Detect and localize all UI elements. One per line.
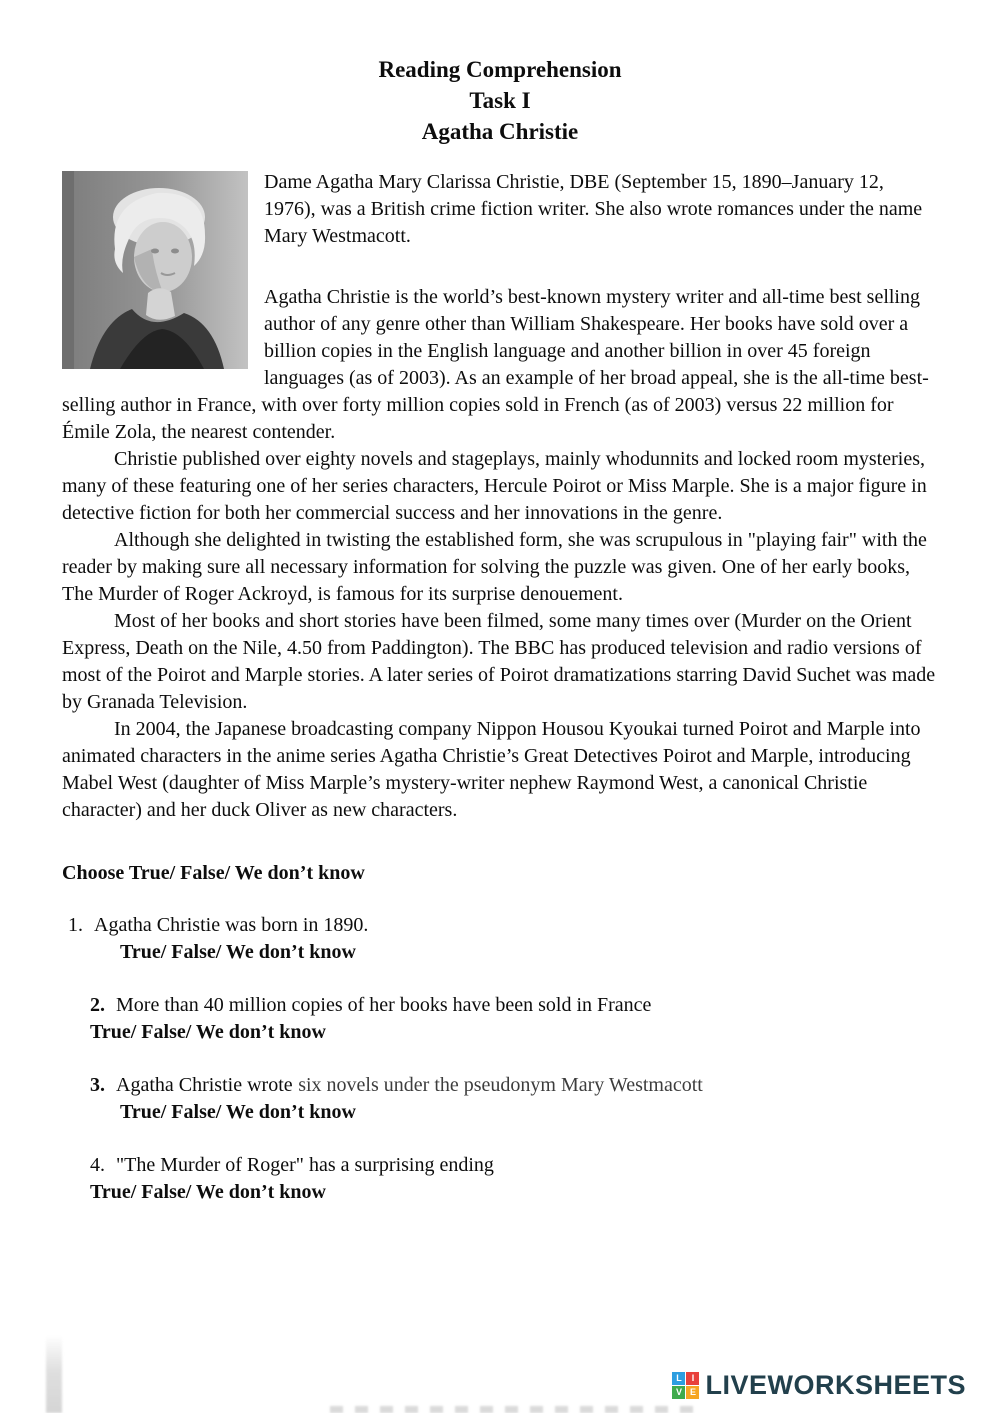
logo-cell-v: V bbox=[672, 1386, 685, 1399]
reading-passage bbox=[62, 169, 938, 824]
passage-paragraph: Agatha Christie is the world’s best-known mystery writer and all-time best selling author of any genre other than William Shakespeare. Her books have sold over a billion copies in the English language and another billion in over 45 foreign languages (as of 2003). As an example of her broad appeal, she is the all-time best-selling author in France, with over forty million copies sold in French (as of 2003) versus 22 million for Émile Zola, the nearest contender. bbox=[62, 286, 929, 443]
question-statement: "The Murder of Roger" has a surprising ending bbox=[116, 1154, 494, 1176]
task-subtitle: Task I bbox=[469, 88, 531, 113]
question-4 bbox=[62, 1152, 938, 1206]
question-statement: Agatha Christie was born in 1890. bbox=[94, 914, 369, 936]
answer-options[interactable]: True/ False/ We don’t know bbox=[90, 1181, 326, 1203]
answer-options[interactable]: True/ False/ We don’t know bbox=[120, 941, 356, 963]
answer-options[interactable]: True/ False/ We don’t know bbox=[120, 1101, 356, 1123]
scan-artifact-left bbox=[46, 1335, 62, 1413]
question-1 bbox=[62, 912, 938, 966]
question-3 bbox=[62, 1072, 938, 1126]
logo-cell-e: E bbox=[686, 1386, 699, 1399]
topic-subtitle: Agatha Christie bbox=[421, 119, 579, 144]
page-title: Reading Comprehension bbox=[378, 57, 622, 82]
scan-artifact-cutoff-text bbox=[330, 1406, 700, 1413]
passage-paragraph: Most of her books and short stories have been filmed, some many times over (Murder on the Orient Express, Death on the Nile, 4.50 from Paddington). The BBC has produced television and radio versions of most of the Poirot and Marple stories. A later series of Poirot dramatizations starring David Suchet was made by Granada Television. bbox=[62, 610, 936, 713]
liveworksheets-grid-icon bbox=[672, 1372, 699, 1399]
question-text bbox=[62, 1072, 938, 1099]
answer-options[interactable]: True/ False/ We don’t know bbox=[90, 1021, 326, 1043]
agatha-christie-photo bbox=[62, 171, 248, 369]
question-number: 2. bbox=[90, 994, 105, 1016]
question-statement: More than 40 million copies of her books have been sold in France bbox=[116, 994, 652, 1016]
portrait-photo-graphic bbox=[62, 171, 248, 369]
brand-name: LIVEWORKSHEETS bbox=[705, 1370, 966, 1400]
question-number: 4. bbox=[90, 1154, 105, 1176]
question-text bbox=[62, 1152, 938, 1179]
question-number: 1. bbox=[68, 914, 83, 936]
liveworksheets-logo[interactable] bbox=[672, 1370, 966, 1401]
passage-paragraph: Although she delighted in twisting the established form, she was scrupulous in "playing fair" with the reader by making sure all necessary information for solving the puzzle was given. One of her early books, The Murder of Roger Ackroyd, is famous for its surprise denouement. bbox=[62, 529, 927, 605]
question-number: 3. bbox=[90, 1074, 105, 1096]
passage-paragraph: Christie published over eighty novels and stageplays, mainly whodunnits and locked room mysteries, many of these featuring one of her series characters, Hercule Poirot or Miss Marple. She is a major figure in detective fiction for both her commercial success and her innovations in the genre. bbox=[62, 448, 927, 524]
question-2 bbox=[62, 992, 938, 1046]
question-statement-rest: six novels under the pseudonym Mary Westmacott bbox=[298, 1074, 703, 1096]
question-text bbox=[62, 912, 938, 939]
exercise-section bbox=[62, 860, 938, 1206]
title-block bbox=[0, 0, 1000, 147]
passage-paragraph: Dame Agatha Mary Clarissa Christie, DBE (September 15, 1890–January 12, 1976), was a British crime fiction writer. She also wrote romances under the name Mary Westmacott. bbox=[264, 171, 923, 247]
question-statement-lead: Agatha Christie wrote bbox=[116, 1074, 293, 1096]
logo-cell-l: L bbox=[672, 1372, 685, 1385]
question-text bbox=[62, 992, 938, 1019]
logo-cell-i: I bbox=[686, 1372, 699, 1385]
exercise-instructions: Choose True/ False/ We don’t know bbox=[62, 862, 365, 884]
passage-paragraph: In 2004, the Japanese broadcasting company Nippon Housou Kyoukai turned Poirot and Marple into animated characters in the anime series Agatha Christie’s Great Detectives Poirot and Marple, introducing Mabel West (daughter of Miss Marple’s mystery-writer nephew Raymond West, a canonical Christie character) and her duck Oliver as new characters. bbox=[62, 718, 921, 821]
